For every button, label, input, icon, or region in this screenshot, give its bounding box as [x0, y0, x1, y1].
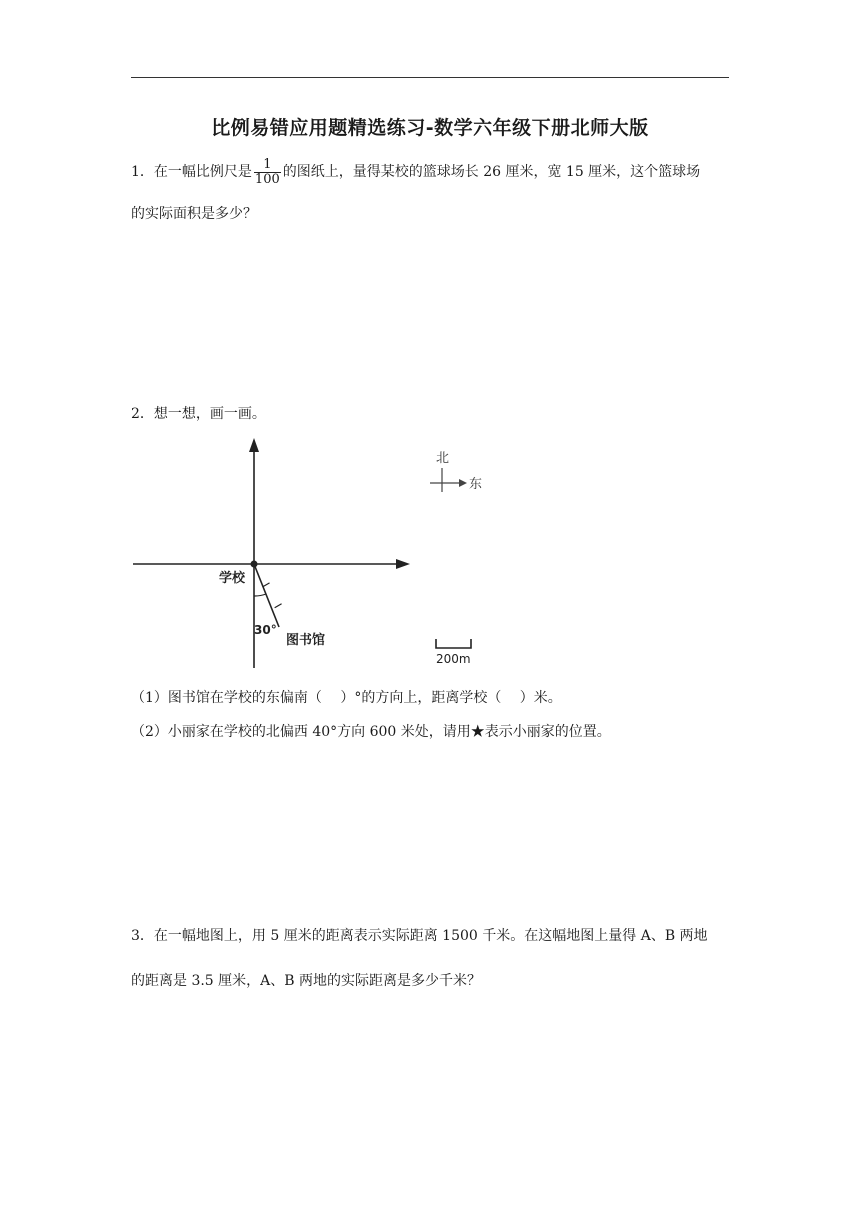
- question-number: 1．: [131, 164, 154, 181]
- east-label: 东: [469, 477, 483, 492]
- angle-arc: [254, 594, 266, 596]
- north-label: 北: [436, 451, 450, 466]
- question-1-line-2: 的实际面积是多少？: [131, 206, 257, 222]
- scale-label: 200m: [436, 652, 471, 666]
- page-title: 比例易错应用题精选练习-数学六年级下册北师大版: [211, 117, 649, 139]
- question-number: 2．: [131, 406, 154, 422]
- question-2-sub-2: （2）小丽家在学校的北偏西 40°方向 600 米处，请用★表示小丽家的位置。: [131, 724, 611, 740]
- school-label: 学校: [219, 571, 246, 586]
- north-arrowhead: [249, 438, 259, 452]
- library-segment-ticks: [263, 583, 282, 608]
- east-arrowhead: [396, 559, 410, 569]
- scale-bar: [436, 639, 471, 648]
- question-3-line-2: 的距离是 3.5 厘米，A、B 两地的实际距离是多少千米？: [131, 973, 482, 989]
- question-text: 的图纸上，量得某校的篮球场长 26 厘米，宽 15 厘米，这个篮球场: [282, 164, 701, 181]
- question-number: 3．: [131, 928, 154, 944]
- question-2-sub-1: （1）图书馆在学校的东偏南（ ）°的方向上，距离学校（ ）米。: [131, 690, 562, 706]
- fraction-denominator: 100: [254, 171, 280, 187]
- question-text: 想一想，画一画。: [153, 406, 266, 422]
- question-3-line-1: [131, 925, 708, 945]
- compass-east-arrow-icon: [459, 479, 467, 487]
- question-text: 在一幅比例尺是: [153, 164, 252, 181]
- library-label: 图书馆: [286, 633, 326, 648]
- segment-tick: [275, 604, 282, 608]
- question-text: 在一幅地图上，用 5 厘米的距离表示实际距离 1500 千米。在这幅地图上量得 A、B 两地: [153, 928, 708, 944]
- angle-label: 30°: [254, 623, 277, 637]
- segment-tick: [263, 583, 270, 587]
- fraction-numerator: 1: [254, 158, 281, 173]
